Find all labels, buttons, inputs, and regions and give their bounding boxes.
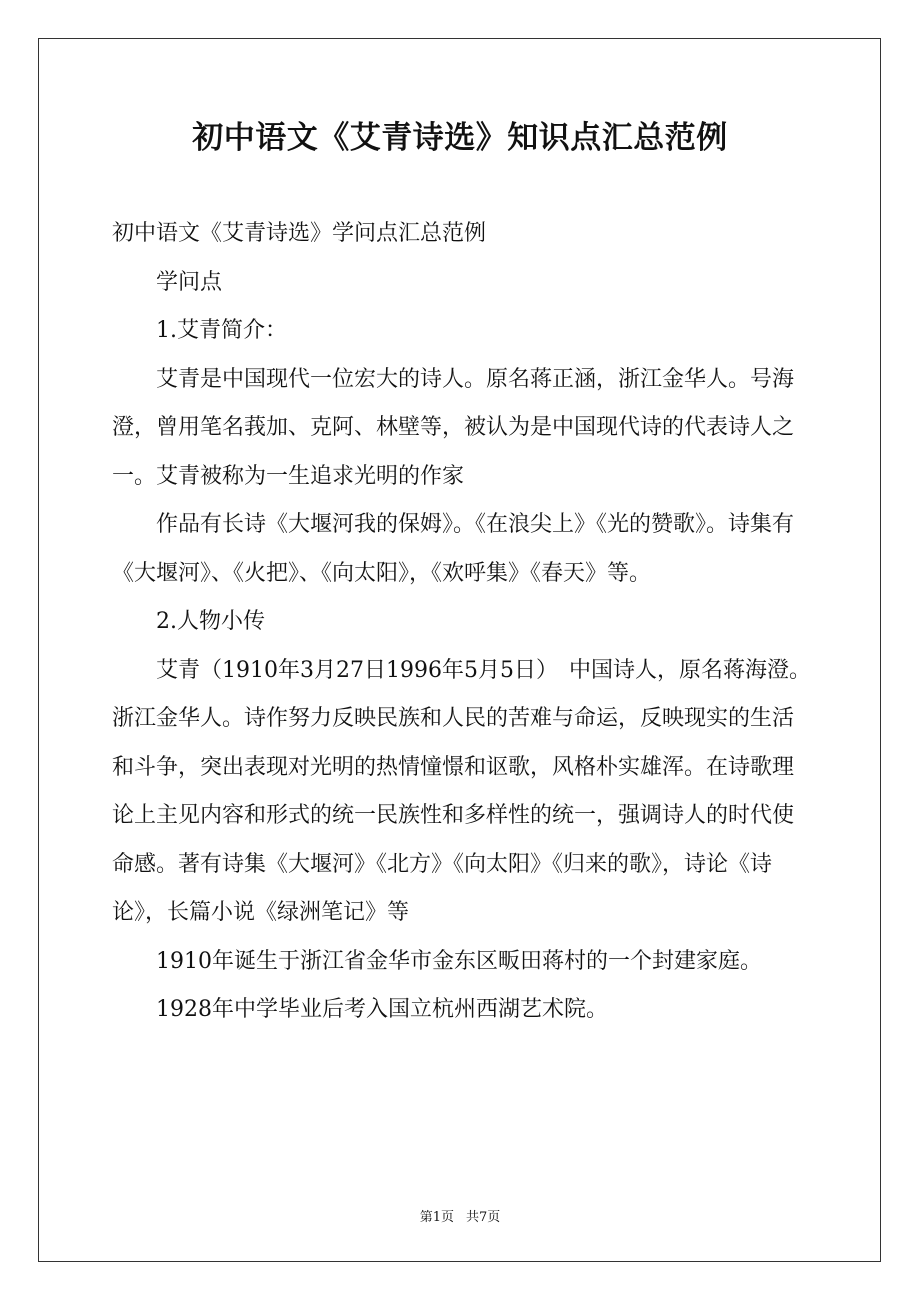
page-footer — [0, 1206, 920, 1225]
page-number: 第1页 — [419, 1210, 454, 1225]
section-heading-bio: 2.人物小传 — [156, 609, 265, 634]
paragraph-intro: 艾青是中国现代一位宏大的诗人。原名蒋正涵，浙江金华人。号海澄，曾用笔名莪加、克阿、林壁等，被认为是中国现代诗的代表诗人之一。艾青被称为一生追求光明的作家 — [112, 366, 795, 489]
document-title: 初中语文《艾青诗选》知识点汇总范例 — [192, 120, 728, 156]
paragraph-bio: 艾青（1910年3月27日1996年5月5日） 中国诗人，原名蒋海澄。浙江金华人。诗作努力反映民族和人民的苦难与命运，反映现实的生活和斗争，突出表现对光明的热情憧憬和讴歌，风格朴实雄浑。在诗歌理论上主见内容和形式的统一民族性和多样性的统一，强调诗人的时代使命感。著有诗集《大堰河》《北方》《向太阳》《归来的歌》，诗论《诗论》，长篇小说《绿洲笔记》等 — [112, 657, 811, 925]
section-heading-intro: 1.艾青简介： — [156, 318, 287, 343]
subtitle-line: 初中语文《艾青诗选》学问点汇总范例 — [112, 221, 487, 246]
paragraph-1928: 1928年中学毕业后考入国立杭州西湖艺术院。 — [156, 997, 608, 1022]
page-total: 共7页 — [466, 1210, 501, 1225]
paragraph-1910: 1910年诞生于浙江省金华市金东区畈田蒋村的一个封建家庭。 — [156, 948, 762, 974]
paragraph-works: 作品有长诗《大堰河我的保姆》。《在浪尖上》《光的赞歌》。诗集有《大堰河》、《火把》、《向太阳》，《欢呼集》《春天》等。 — [112, 512, 795, 586]
section-heading: 学问点 — [156, 269, 223, 295]
document-body — [112, 210, 812, 1035]
